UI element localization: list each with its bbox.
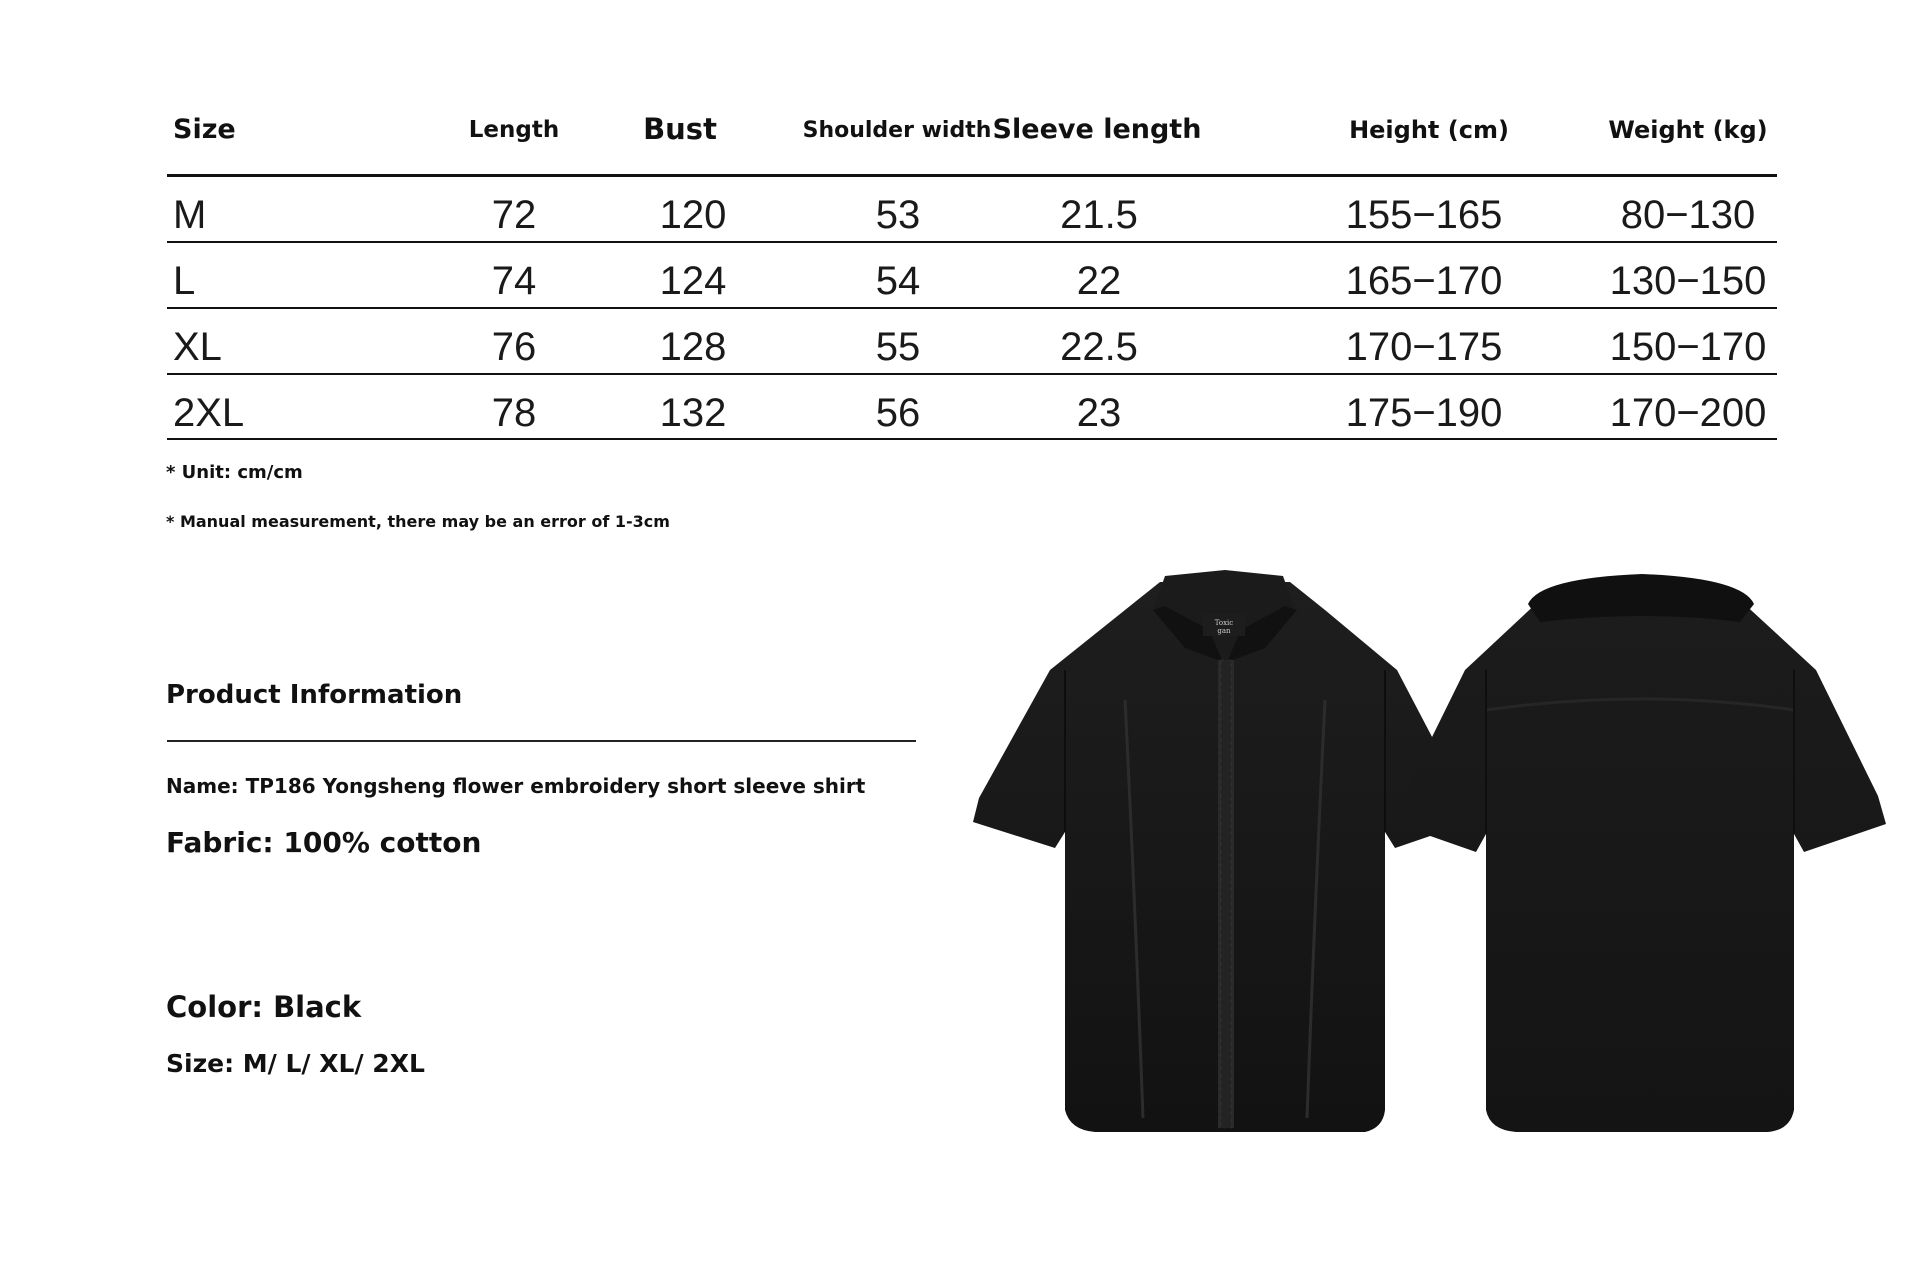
table-row-rule: [167, 307, 1777, 309]
cell-height: 170−175: [1345, 325, 1503, 369]
product-size: Size: M/ L/ XL/ 2XL: [166, 1049, 425, 1078]
cell-bust: 128: [659, 325, 727, 369]
header-length: Length: [468, 117, 560, 143]
cell-bust: 124: [659, 259, 727, 303]
cell-weight: 130−150: [1609, 259, 1767, 303]
cell-length: 72: [491, 193, 537, 237]
product-color: Color: Black: [166, 990, 362, 1024]
cell-sleeve: 22.5: [1060, 325, 1138, 369]
note-unit: * Unit: cm/cm: [166, 462, 303, 483]
cell-sleeve: 22: [1076, 259, 1122, 303]
cell-sleeve: 21.5: [1060, 193, 1138, 237]
product-name: Name: TP186 Yongsheng flower embroidery short sleeve shirt: [166, 774, 866, 798]
cell-size: M: [173, 193, 207, 237]
product-info-title: Product Information: [166, 680, 463, 710]
cell-shoulder: 53: [875, 193, 921, 237]
table-header-rule: [167, 174, 1777, 177]
cell-size: 2XL: [173, 391, 245, 435]
cell-length: 78: [491, 391, 537, 435]
cell-size: L: [173, 259, 196, 303]
cell-bust: 132: [659, 391, 727, 435]
header-weight: Weight (kg): [1608, 116, 1768, 144]
svg-text:Toxic: Toxic: [1214, 619, 1234, 627]
header-shoulder-width: Shoulder width: [802, 118, 992, 143]
cell-height: 165−170: [1345, 259, 1503, 303]
cell-weight: 150−170: [1609, 325, 1767, 369]
header-bust: Bust: [643, 112, 717, 146]
cell-weight: 80−130: [1620, 193, 1756, 237]
cell-shoulder: 55: [875, 325, 921, 369]
header-height: Height (cm): [1349, 116, 1509, 144]
cell-shoulder: 56: [875, 391, 921, 435]
cell-length: 76: [491, 325, 537, 369]
note-error: * Manual measurement, there may be an error of 1-3cm: [166, 512, 670, 531]
product-info-divider: [167, 740, 916, 742]
cell-weight: 170−200: [1609, 391, 1767, 435]
cell-bust: 120: [659, 193, 727, 237]
cell-shoulder: 54: [875, 259, 921, 303]
table-row-rule: [167, 373, 1777, 375]
table-row-rule: [167, 241, 1777, 243]
cell-length: 74: [491, 259, 537, 303]
table-bottom-rule: [167, 438, 1777, 440]
cell-height: 175−190: [1345, 391, 1503, 435]
shirt-back-icon: [1380, 570, 1900, 1150]
cell-height: 155−165: [1345, 193, 1503, 237]
cell-sleeve: 23: [1076, 391, 1122, 435]
product-fabric: Fabric: 100% cotton: [166, 826, 482, 859]
cell-size: XL: [173, 325, 222, 369]
header-size: Size: [173, 114, 236, 145]
header-sleeve-length: Sleeve length: [992, 114, 1202, 145]
svg-text:gan: gan: [1217, 627, 1231, 635]
